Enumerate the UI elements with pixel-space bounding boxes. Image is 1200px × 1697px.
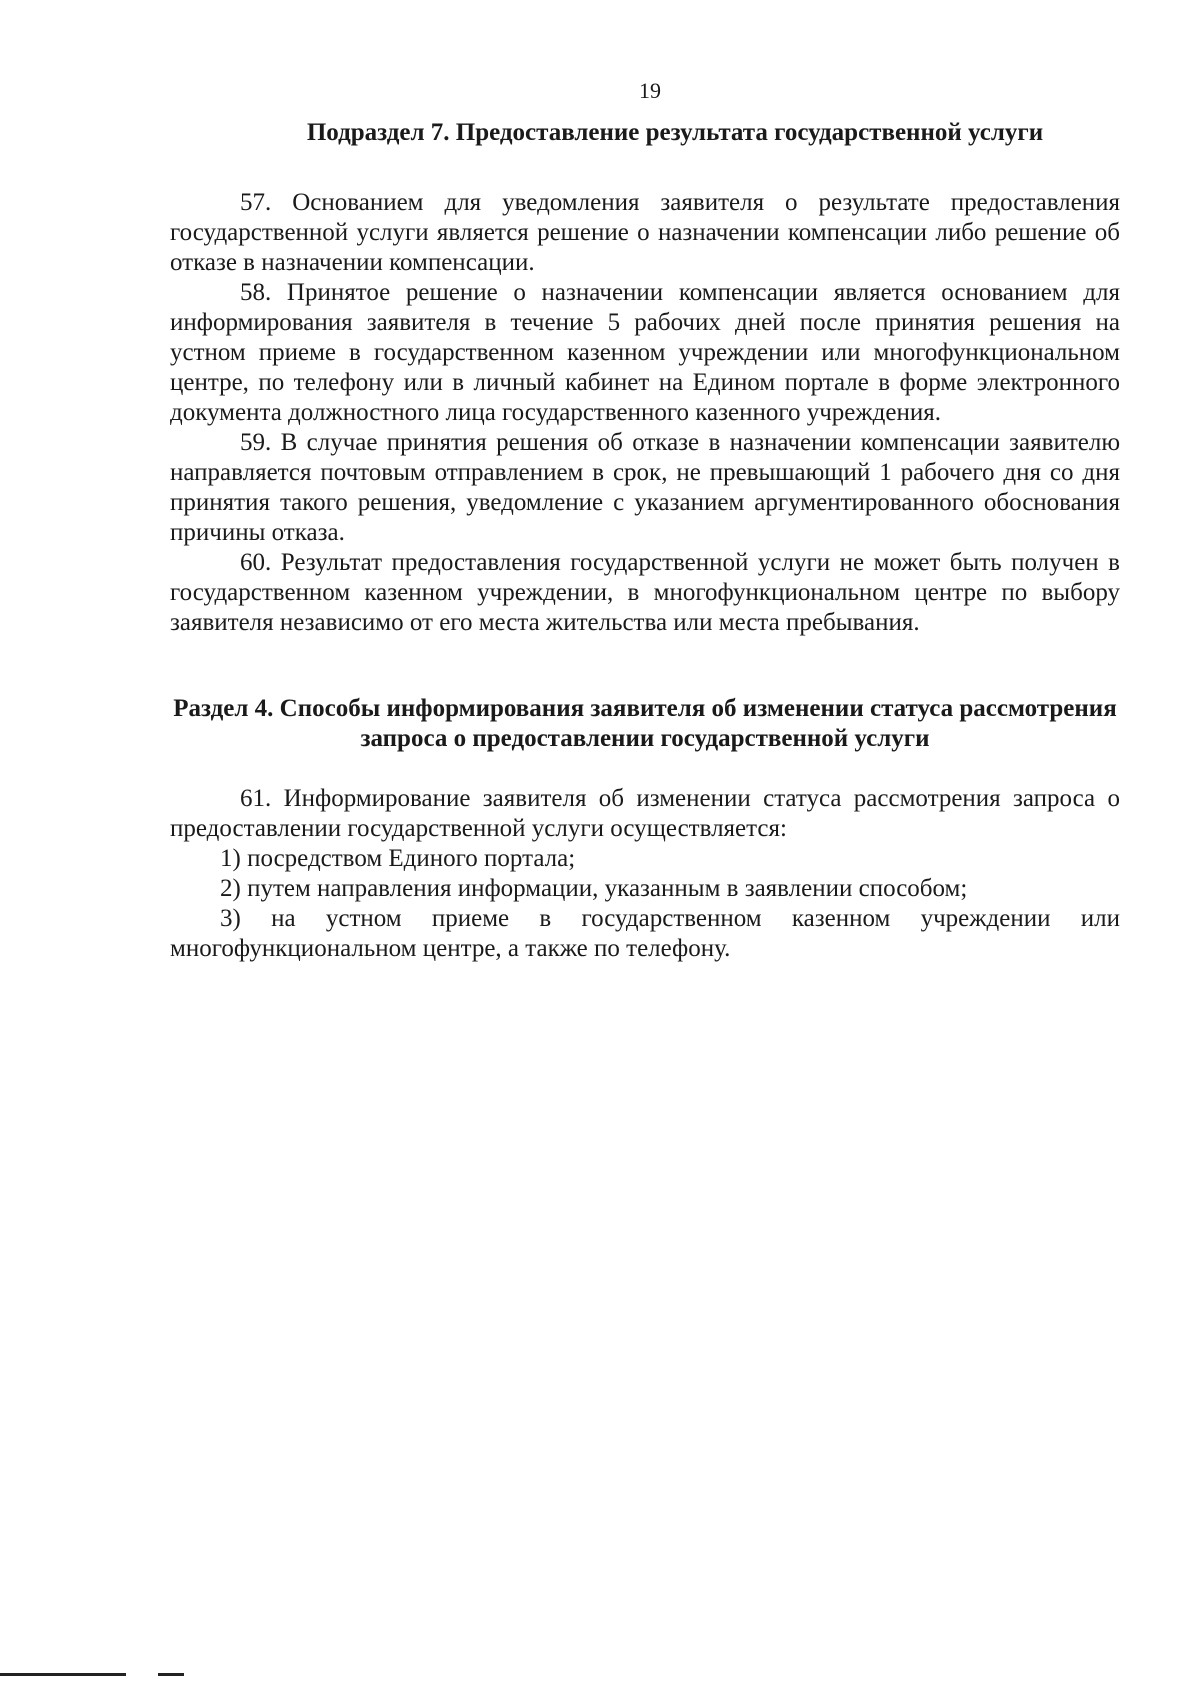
document-body [170, 118, 1120, 964]
paragraph-group-section-4 [170, 784, 1120, 964]
page-number: 19 [639, 78, 661, 103]
footer-line-right [158, 1673, 184, 1676]
subsection-title: Подраздел 7. Предоставление результата государственной услуги [306, 119, 1044, 146]
list-item: 3) на устном приеме в государственном казенном учреждении или многофункциональном центре, а также по телефону. [170, 905, 1120, 962]
paragraph-59: 59. В случае принятия решения об отказе в назначении компенсации заявителю направляется почтовым отправлением в срок, не превышающий 1 рабочего дня со дня принятия такого решения, уведомление с указанием аргументированного обоснования причины отказа. [170, 429, 1120, 546]
paragraph-group-subsection-7 [170, 188, 1120, 638]
list-item: 1) посредством Единого портала; [220, 845, 576, 872]
list-item: 2) путем направления информации, указанным в заявлении способом; [220, 875, 968, 902]
paragraph-58: 58. Принятое решение о назначении компенсации является основанием для информирования заявителя в течение 5 рабочих дней после принятия решения на устном приеме в государственном казенном учреждении или многофункциональном центре, по телефону или в личный кабинет на Едином портале в форме электронного документа должностного лица государственного казенного учреждения. [170, 279, 1120, 426]
paragraph-57: 57. Основанием для уведомления заявителя о результате предоставления государственной услуги является решение о назначении компенсации либо решение об отказе в назначении компенсации. [170, 189, 1120, 276]
footer-rule [0, 1673, 200, 1677]
paragraph-61: 61. Информирование заявителя об изменении статуса рассмотрения запроса о предоставлении государственной услуги осуществляется: [170, 785, 1120, 842]
footer-line-left [0, 1673, 126, 1676]
section-title: Раздел 4. Способы информирования заявителя об изменении статуса рассмотрения запроса о предоставлении государственной услуги [173, 695, 1117, 752]
paragraph-60: 60. Результат предоставления государственной услуги не может быть получен в государственном казенном учреждении, в многофункциональном центре по выбору заявителя независимо от его места жительства или места пребывания. [170, 549, 1120, 636]
